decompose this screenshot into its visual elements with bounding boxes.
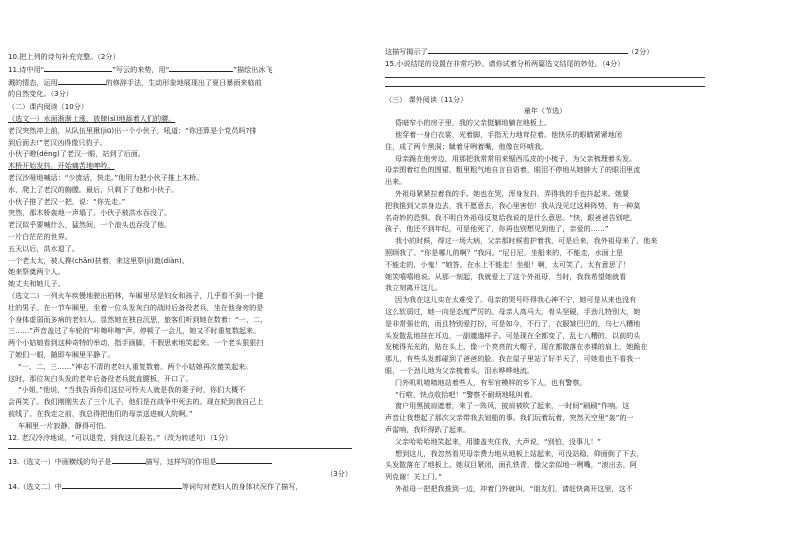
passage3-line: 外祖母紧紧拉着我的手。她也在哭，浑身发抖，弄得我的手也抖起来。她要 xyxy=(395,188,630,198)
question-13: 13.（选文一）中画横线的句子是 描写，这样写的作用是 xyxy=(8,455,352,468)
passage-title: 童年（节选） xyxy=(523,106,567,116)
passage3-line: 父亲哈哈哈地笑起来，用膝盖夹住我，大声说，“别怕，没事儿！” xyxy=(395,436,601,446)
question-13-score: （3分） xyxy=(326,469,352,479)
passage2-line: 两个小姑娘看到这种奇特的举动，指手画脚，不假思索地笑起来。一个老头狠狠扫 xyxy=(8,338,264,348)
passage3-line: 是非常强壮的，而且特别爱打扮，可是如今，不行了，衣服皱巴巴的，乌七八糟地 xyxy=(385,318,641,328)
passage2-line: 会再笑了。我们刚刚失去了三个儿子，他们是在战争中死去的。现在轮到我自己上 xyxy=(8,397,264,407)
passage1-line: 老汉似乎要喊什么，猛然间，一个浪头也吞没了他。 xyxy=(8,220,172,230)
answer-blank[interactable] xyxy=(58,76,106,85)
passage3-line: 把我推到父亲身边去，我不愿意去，我心里害怕！我从没见过这种阵势，有一种莫 xyxy=(385,200,641,210)
passage3-line: 名奇妙的恐惧。我不明白外祖母反复给我说的是什么意思。“快，跟爸爸告别吧， xyxy=(385,212,637,222)
answer-blank[interactable] xyxy=(169,63,233,72)
answer-line[interactable] xyxy=(8,448,352,449)
passage1-line: 一个老太太，被人搀(chān)扶着，来这里祭(jì)奠(diàn)。 xyxy=(8,255,189,265)
passage2-line: 前线了。在我走之前，我总得把他们的母亲送进疯人院啊。” xyxy=(8,408,193,418)
passage2-line: 个身体虚弱而多病的老妇人。显然她在独自沉思，旅客们听到她在数着：“一、二、 xyxy=(8,314,268,324)
passage1-line: 老汉沙哑地喊话：“少废话，快走。”他用力把小伙子推上木桥。 xyxy=(8,172,204,182)
question-14-cont: 这描写揭示了 （2分） xyxy=(385,47,654,56)
passage1-line: 她来祭奠两个人。 xyxy=(8,267,65,277)
passage3-line: 母亲跪在他旁边，用那把我常常用来锯西瓜皮的小梳子，为父亲梳理着头发。 xyxy=(395,153,637,163)
passage3-line: 头发散乱地挂在耳边，一副邋遢样子。可是现在全都变了，乱七八糟的，以前的头 xyxy=(385,330,641,340)
passage1-line: 一片白茫茫的世界。 xyxy=(8,231,72,241)
passage1-line: 突然，那木桥轰地一声塌了。小伙子被洪水吞没了。 xyxy=(8,208,172,218)
passage3-line: 那儿，有些头发都碰到了爸爸的脸。我在屋子里站了好半天了，可她看也不看我一 xyxy=(385,354,641,364)
passage1-line: 小伙子瞪(dèng)了老汉一眼，站到了后面。 xyxy=(8,149,145,159)
question-12: 12. 老汉冷冷地说，“可以退党，到我这儿报名。”（改为转述句）（1分） xyxy=(8,432,233,442)
passage2-line: 了她们一眼，随即车厢里平静了。 xyxy=(8,349,115,359)
right-column xyxy=(385,45,705,495)
passage1-line: 水，爬上了老汉的胸膛。最后，只剩下了他和小伙子。 xyxy=(8,184,179,194)
question-11-line2: 溅的情态，运用 的修辞手法，生动形象地展现出了夏日暴雨来临前 xyxy=(8,77,262,87)
passage3-line: 昏暗窄小的房子里，我的父亲挺躺地躺在地板上。 xyxy=(395,118,552,128)
left-column xyxy=(8,51,352,493)
question-10: 10.把上列的诗句补充完整。（2分） xyxy=(8,52,120,61)
question-14: 14.（选文二）中 等词句对老妇人的身体状况作了描写， xyxy=(8,481,303,491)
passage3-line: 她笑嘻嘻地说。从那一刻起，我就爱上了这个外祖母，当时，我我希望她就看 xyxy=(385,271,627,281)
answer-line[interactable] xyxy=(385,86,705,87)
answer-blank[interactable] xyxy=(62,480,182,489)
passage3-line: 我小的时候，得过一场大病，父亲那时候看护着我，可是后来，我外祖母来了，他来 xyxy=(395,236,658,246)
passage3-line: 孩子，他还不到年纪，可是他死了，你再也别想见到他了，亲爱的……” xyxy=(385,224,609,234)
passage3-line: 因为我在这儿实在太难受了。母亲的哭号吓得我心神不宁，她可是从来也没有 xyxy=(395,295,637,305)
passage2-line: “小姐，”他说，“当我告诉你们这位可怜夫人就是我的妻子时，你们大概不 xyxy=(18,385,246,395)
passage3-line: 这么软弱过，她一向是态度严厉的。母亲人高马大，骨头坚硬，手劲儿特别大，她 xyxy=(385,306,641,316)
passage3-line: 出来。 xyxy=(385,177,407,187)
section-2-heading: （二）课内阅读（10分） xyxy=(8,102,88,112)
passage3-line: 母亲围着红色的围裙，粗里粗气地自言自语着，眼泪不停地从她肿大了的眼泪里流 xyxy=(385,165,641,175)
passage3-line: 窗户用黑披肩遮着，来了一阵风，披肩被吹了起来，一时间“刷刷”作响。这 xyxy=(395,401,630,411)
passage3-line: 声雷响，我吓得趴了起来。 xyxy=(385,424,471,434)
passage3-line: 眼，一个劲儿地为父亲梳着头，泪水哗哗地流。 xyxy=(385,365,534,375)
passage2-line: （选文二）一列火车疾慢地驶出柏林，车厢里尽是妇女和孩子，几乎看不到一个健 xyxy=(8,290,264,300)
passage3-line: 发梳得光光的，贴在头上，像一个亮亮的大帽子，现在都散落在赤裸的肩上，她跪在 xyxy=(385,342,648,352)
passage1-line: （选文一）水面渐渐上涨，放肆(sì)地舔着人们的腰。 xyxy=(8,113,176,123)
passage2-line: 车厢里一片寂静，静得可怕。 xyxy=(18,420,111,430)
answer-blank[interactable] xyxy=(112,455,146,464)
question-11-line3: 的自然变化。（3分） xyxy=(8,89,73,99)
passage2-line: 三……”声音盖过了车轮的“咔嚓咔嚓”声。停顿了一会儿，她又不时重复数起来。 xyxy=(8,326,261,336)
passage2-line: “一、二、三……”神志不清的老妇人重复数着。两个小姑娘再次傻笑起来。 xyxy=(18,361,253,371)
passage3-line: 门外叽叽喳喳地站着些人，有军官模样的乡下人，也有警察。 xyxy=(395,377,587,387)
passage3-line: 我立刻离开这儿。 xyxy=(385,283,442,293)
passage3-line: 外祖母一把把我推到一边，冲着门外就叫，“朋友们，请赶快离开这里，这不 xyxy=(395,483,633,493)
passage3-line: 声音让我想起了那次父亲带我去划船的事。我们玩着玩着，突然天空里“轰”的一 xyxy=(385,413,634,423)
passage1-line: 老汉突然冲上前，从队伍里揪(jiū)出一个小伙子，吼道：“你还算是个党员吗?排 xyxy=(8,125,257,135)
passage3-line: 头发散落在了地板上。她双目紧闭，面孔铁青，像父亲似地一咧嘴，“滚出去，阿 xyxy=(385,460,637,470)
passage1-line: 她丈夫和她儿子。 xyxy=(8,279,65,289)
answer-line[interactable] xyxy=(385,77,705,78)
answer-blank[interactable] xyxy=(216,455,272,464)
passage2-line: 壮的男子。在一节车厢里，坐着一位头发灰白的战时后备役老兵，坐在他身旁的是 xyxy=(8,302,264,312)
question-11-line1: 11.诗中用“ ”写云的来势，用“ ”描绘出冰飞 xyxy=(8,64,273,74)
passage1-line: 五天以后，洪水退了。 xyxy=(8,243,79,253)
passage3-line: 列克谢！关上门。” xyxy=(385,472,442,482)
passage3-line: 照顾我了。“你是哪儿的啊？”我问。“尼日尼，坐船来的，不能走，水面上是 xyxy=(385,247,624,257)
passage3-line: 想到这儿，我忽然看见母亲费力地从地板上站起来，可没站稳，仰面倒了下去， xyxy=(395,448,644,458)
passage2-line: 这时，那位灰白头发的老年后备役老兵挺直腰板，开口了。 xyxy=(8,373,193,383)
passage1-line: 木桥开始发抖，开始痛苦地呻吟。 xyxy=(8,161,115,171)
section-3-heading: （三） 课外阅读（11分） xyxy=(385,94,468,104)
passage1-line: 到后面去!”老汉凶得像只豹子。 xyxy=(8,137,107,147)
passage3-line: “行啦，快点收拾吧！”警察不耐烦地吼叫着。 xyxy=(395,389,538,399)
passage1-line: 小伙子推了老汉一把，说：“你先走。” xyxy=(8,196,126,206)
answer-blank[interactable] xyxy=(428,45,628,54)
question-15: 15.小说结尾的设置在非常巧妙。请你试着分析两篇选文结尾的妙处。（4分） xyxy=(385,58,625,68)
passage3-line: 不能走的，小鬼！”她答。在水上不能走！坐船！啊，太可笑了，太有意思了！ xyxy=(385,259,630,269)
passage3-line: 他穿着一身白衣裳，光着脚，手指无力地耷拉着。他快乐的眼睛紧紧地闭 xyxy=(395,129,622,139)
answer-blank[interactable] xyxy=(44,63,112,72)
passage3-line: 住，成了两个黑洞；龇着牙咧着嘴，他像在吓唬我。 xyxy=(385,141,549,151)
